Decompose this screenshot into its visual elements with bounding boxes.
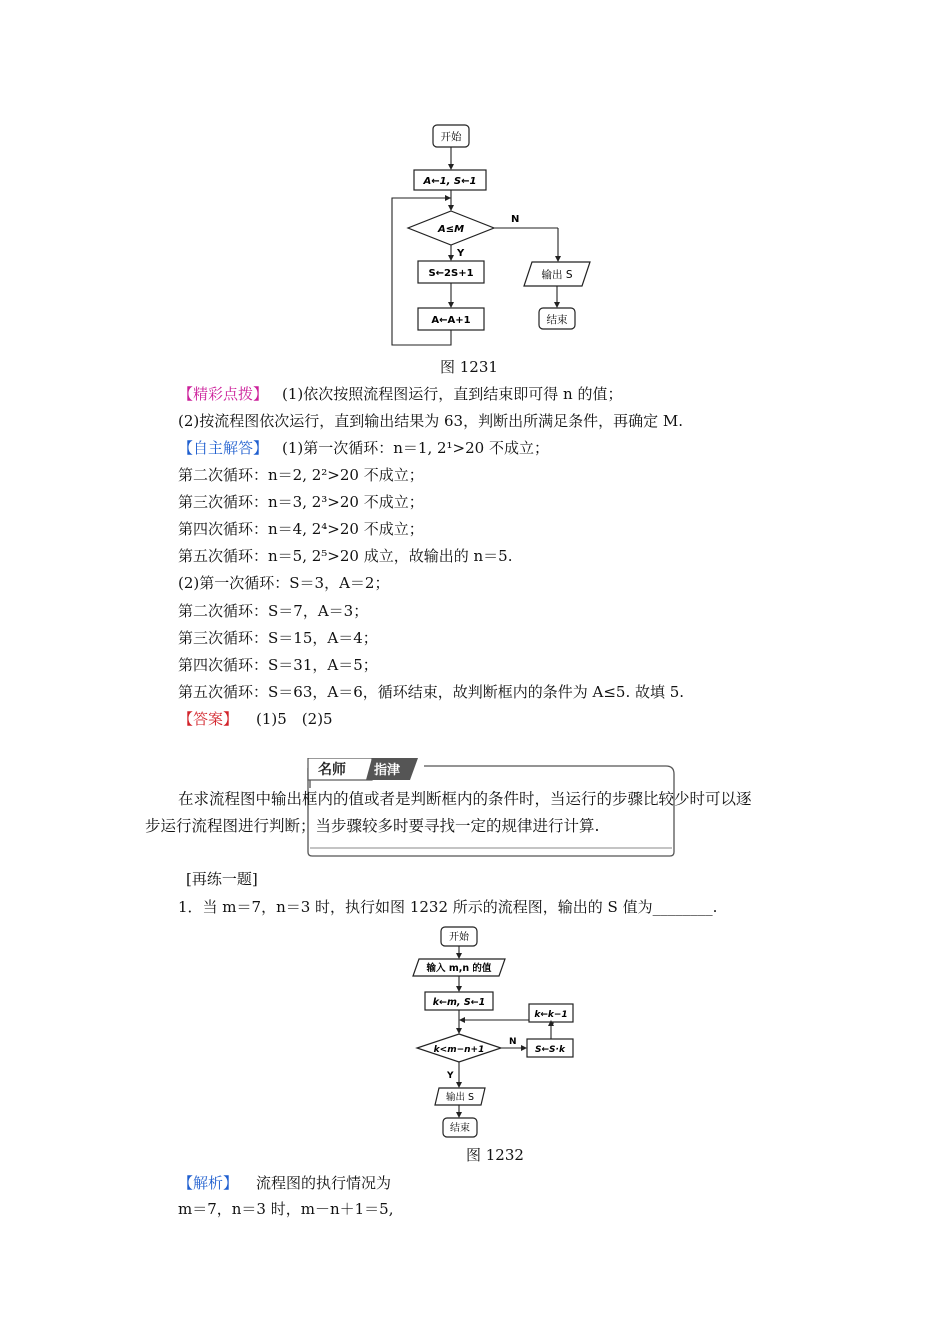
self-line-text-0: (1)第一次循环：n＝1, 2¹>20 不成立； xyxy=(282,439,549,457)
fc1-decision-text: A≤M xyxy=(437,224,465,235)
fc1-output-text: 输出 S xyxy=(541,269,573,281)
fc2-input-text: 输入 m,n 的值 xyxy=(426,963,492,974)
self-line-4: 第四次循环：n＝4, 2⁴>20 不成立； xyxy=(178,520,424,538)
fc2-output-text: 输出 S xyxy=(445,1092,475,1103)
fc2-end-text: 结束 xyxy=(450,1123,470,1134)
question-line: 1．当 m＝7，n＝3 时，执行如图 1232 所示的流程图，输出的 S 值为________. xyxy=(178,898,718,916)
flowchart-1231 xyxy=(380,120,610,352)
self-line-5: 第五次循环：n＝5, 2⁵>20 成立，故输出的 n＝5. xyxy=(178,547,513,565)
fig1-caption: 图 1231 xyxy=(440,358,498,376)
fc1-yes-label: Y xyxy=(457,248,465,259)
fc1-start-text: 开始 xyxy=(440,131,462,143)
fc2-start-text: 开始 xyxy=(449,932,469,943)
self-line-7: 第二次循环：S＝7，A＝3； xyxy=(178,602,369,620)
self-line-6: (2)第一次循环：S＝3，A＝2； xyxy=(178,574,390,592)
analysis-line-2: m＝7，n＝3 时，m－n＋1＝5, xyxy=(178,1200,394,1218)
fc2-no-label: N xyxy=(509,1037,517,1047)
self-line-3: 第三次循环：n＝3, 2³>20 不成立； xyxy=(178,493,424,511)
fc2-decision-text: k<m−n+1 xyxy=(433,1045,485,1055)
self-label: 【自主解答】 xyxy=(178,439,269,457)
fc1-init-text: A←1, S←1 xyxy=(423,176,477,187)
fc2-stepk-text: k←k−1 xyxy=(534,1010,568,1020)
analysis-text: 流程图的执行情况为 xyxy=(256,1174,392,1192)
fc2-yes-label: Y xyxy=(447,1071,454,1081)
tip-line-2: (2)按流程图依次运行，直到输出结果为 63，判断出所满足条件，再确定 M. xyxy=(178,412,684,430)
fc1-no-label: N xyxy=(511,214,520,225)
tip-line1-text: (1)依次按照流程图运行，直到结束即可得 n 的值； xyxy=(282,385,623,403)
teacher-title-b: 指津 xyxy=(374,763,401,778)
fc1-step1-text: S←2S+1 xyxy=(428,268,474,279)
answer-text: (1)5 (2)5 xyxy=(256,710,333,728)
analysis-label: 【解析】 xyxy=(178,1174,239,1192)
self-line-10: 第五次循环：S＝63，A＝6，循环结束，故判断框内的条件为 A≤5. 故填 5. xyxy=(178,683,685,701)
fc1-end-text: 结束 xyxy=(546,314,568,326)
tip-line-1 xyxy=(178,384,622,404)
teacher-line-1: 在求流程图中输出框内的值或者是判断框内的条件时，当运行的步骤比较少时可以逐 xyxy=(178,790,752,808)
teacher-title-a: 名师 xyxy=(318,762,346,778)
practice-header: [再练一题] xyxy=(186,870,258,888)
self-line-8: 第三次循环：S＝15，A＝4； xyxy=(178,629,378,647)
self-line-9: 第四次循环：S＝31，A＝5； xyxy=(178,656,378,674)
teacher-line-2: 步运行流程图进行判断；当步骤较多时要寻找一定的规律进行计算. xyxy=(145,817,600,835)
flowchart-1232 xyxy=(405,924,585,1140)
fc2-steps-text: S←S·k xyxy=(535,1045,565,1055)
self-line-2: 第二次循环：n＝2, 2²>20 不成立； xyxy=(178,466,424,484)
fc1-step2-text: A←A+1 xyxy=(431,315,471,326)
self-line-1 xyxy=(178,438,549,458)
fig2-caption: 图 1232 xyxy=(466,1146,524,1164)
fc2-init-text: k←m, S←1 xyxy=(432,997,486,1008)
tip-label: 【精彩点拨】 xyxy=(178,385,269,403)
answer-label: 【答案】 xyxy=(178,710,239,728)
answer-line xyxy=(178,709,333,729)
analysis-line-1 xyxy=(178,1173,391,1193)
